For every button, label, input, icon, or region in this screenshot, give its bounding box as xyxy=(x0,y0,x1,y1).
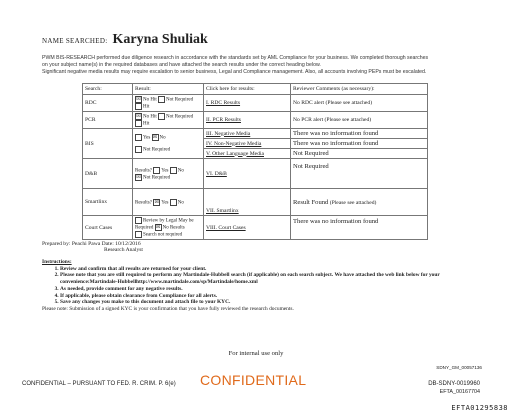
instructions-list xyxy=(42,266,482,306)
instructions-note: Please note: Submission of a signed KYC is your confirmation that you have fully reviewed the research documents. xyxy=(42,305,294,312)
comment-court-cases: There was no information found xyxy=(291,216,428,240)
question-label: Results? xyxy=(135,200,152,206)
table-row xyxy=(83,129,428,139)
option-label: Hit xyxy=(143,104,150,110)
checkbox[interactable] xyxy=(153,167,160,174)
link-court-cases[interactable]: VIII. Court Cases xyxy=(204,216,291,240)
link-rdc-results[interactable]: I. RDC Results xyxy=(204,95,291,112)
result-db xyxy=(133,159,204,189)
intro-line: on your subject name(s) in the required databases and have attached the search results under the correct heading below. xyxy=(42,62,321,68)
bates-number-top: SDNY_GM_00057136 xyxy=(436,365,482,370)
option-label: Review by Legal May be Required xyxy=(135,218,194,231)
results-table xyxy=(82,83,428,240)
intro-line: PWM BIS-RESEARCH performed due diligence research in accordance with the standards set by AML Compliance for your business. We completed thorough searches xyxy=(42,55,429,61)
table-row xyxy=(83,95,428,112)
option-label: Search not required xyxy=(143,232,183,238)
instruction-item: 5. Save any changes you make to this document and attach file to your KYC. xyxy=(60,299,482,306)
search-bis: BIS xyxy=(83,129,133,159)
header-result: Result: xyxy=(133,84,204,95)
bates-number-efta-small: EFTA_00167704 xyxy=(439,389,480,395)
result-rdc xyxy=(133,95,204,112)
comment-rdc: No RDC alert (Please see attached) xyxy=(291,95,428,112)
search-pcr: PCR xyxy=(83,112,133,129)
instruction-item: 4. If applicable, please obtain clearance from Compliance for all alerts. xyxy=(60,293,482,300)
checkbox[interactable] xyxy=(135,217,142,224)
comment-smartlinx-text: Result Found xyxy=(293,198,329,206)
link-non-negative-media[interactable]: IV. Non-Negative Media xyxy=(204,139,291,149)
prepared-by xyxy=(42,241,143,254)
table-row xyxy=(83,189,428,216)
header-search: Search: xyxy=(83,84,133,95)
option-label: No xyxy=(159,135,166,141)
option-label: Hit xyxy=(143,121,150,127)
table-row xyxy=(83,216,428,240)
link-smartlinx[interactable]: VII. Smartlinx xyxy=(204,189,291,216)
comment-negative-media: There was no information found xyxy=(291,129,428,139)
option-label: Not Required xyxy=(166,114,194,120)
comment-non-negative-media: There was no information found xyxy=(291,139,428,149)
option-label: No Hit xyxy=(143,114,157,120)
confidential-stamp: CONFIDENTIAL xyxy=(200,372,307,388)
checkbox-checked[interactable]: ☒ xyxy=(136,174,141,180)
checkbox-checked[interactable]: ☒ xyxy=(136,97,141,102)
comment-other-language-media: Not Required xyxy=(291,149,428,159)
header-comments: Reviewer Comments (as necessary): xyxy=(291,84,428,95)
search-court-cases: Court Cases xyxy=(83,216,133,240)
efta-number: EFTA01295838 xyxy=(451,404,508,412)
option-label: Yes xyxy=(143,135,151,141)
search-rdc: RDC xyxy=(83,95,133,112)
instruction-item: 2. Please note that you are still required to perform any Martindale-Hubbell search (if applicable) on each search subject. We have attached the web link below for your convenience:Martindale-Hubbellhttp://www.martindale.com/sp/Martindale/home.xml xyxy=(60,272,482,285)
intro-line: Significant negative media results may require escalation to senior business, Legal and Compliance management. Also, all accounts involving PEPs must be escalated. xyxy=(42,69,427,75)
link-other-language-media[interactable]: V. Other Language Media xyxy=(204,149,291,159)
header-click: Click here for results: xyxy=(204,84,291,95)
table-row xyxy=(83,112,428,129)
prepared-by-role: Research Analyst xyxy=(104,247,143,254)
option-label: Not Required xyxy=(143,147,171,153)
intro-paragraph xyxy=(42,55,482,76)
checkbox[interactable] xyxy=(135,146,142,153)
prepared-by-line: Prepared by: Peachi Pawa Date: 10/12/2016 xyxy=(42,241,141,247)
checkbox-checked[interactable]: ☒ xyxy=(136,114,141,119)
checkbox[interactable] xyxy=(135,120,142,127)
name-searched-value: Karyna Shuliak xyxy=(112,32,208,47)
result-pcr xyxy=(133,112,204,129)
checkbox[interactable] xyxy=(135,231,142,238)
internal-use-label: For internal use only xyxy=(228,350,284,357)
checkbox-checked[interactable]: ☒ xyxy=(155,225,161,230)
option-label: No xyxy=(177,200,184,206)
name-searched-row xyxy=(42,32,208,48)
checkbox[interactable] xyxy=(135,103,142,110)
result-smartlinx xyxy=(133,189,204,216)
comment-pcr: No PCR alert (Please see attached) xyxy=(291,112,428,129)
instruction-item: 1. Review and confirm that all results are returned for your client. xyxy=(60,266,482,273)
table-header-row xyxy=(83,84,428,95)
checkbox[interactable] xyxy=(158,113,165,120)
comment-smartlinx-note: (Please see attached) xyxy=(329,199,377,206)
search-smartlinx: Smartlinx xyxy=(83,189,133,216)
confidential-notice: CONFIDENTIAL – PURSUANT TO FED. R. CRIM. P. 6(e) xyxy=(22,381,176,387)
link-pcr-results[interactable]: II. PCR Results xyxy=(204,112,291,129)
name-searched-label: NAME SEARCHED: xyxy=(42,37,108,45)
instructions xyxy=(42,259,482,313)
checkbox-checked[interactable]: ☒ xyxy=(152,135,158,140)
result-bis xyxy=(133,129,204,159)
result-court-cases xyxy=(133,216,204,240)
instructions-title: Instructions: xyxy=(42,259,72,265)
comment-smartlinx xyxy=(291,189,428,216)
checkbox[interactable] xyxy=(170,167,177,174)
option-label: No Results xyxy=(162,225,185,231)
option-label: No xyxy=(177,168,184,174)
instruction-item: 3. As needed, provide comment for any negative results. xyxy=(60,286,482,293)
option-label: Not Required xyxy=(143,175,171,181)
link-negative-media[interactable]: III. Negative Media xyxy=(204,129,291,139)
comment-db: Not Required xyxy=(291,159,428,189)
option-label: Not Required xyxy=(166,97,194,103)
option-label: No Hit xyxy=(143,97,157,103)
checkbox[interactable] xyxy=(170,199,177,206)
bates-number-right: DB-SDNY-0019960 xyxy=(428,381,480,387)
checkbox[interactable] xyxy=(158,96,165,103)
question-label: Results? xyxy=(135,168,152,174)
checkbox[interactable] xyxy=(135,134,142,141)
option-label: Yes xyxy=(161,168,169,174)
link-db[interactable]: VI. D&B xyxy=(204,159,291,189)
checkbox-checked[interactable]: ☒ xyxy=(154,199,159,205)
search-db: D&B xyxy=(83,159,133,189)
table-row xyxy=(83,159,428,189)
option-label: Yes xyxy=(161,200,169,206)
